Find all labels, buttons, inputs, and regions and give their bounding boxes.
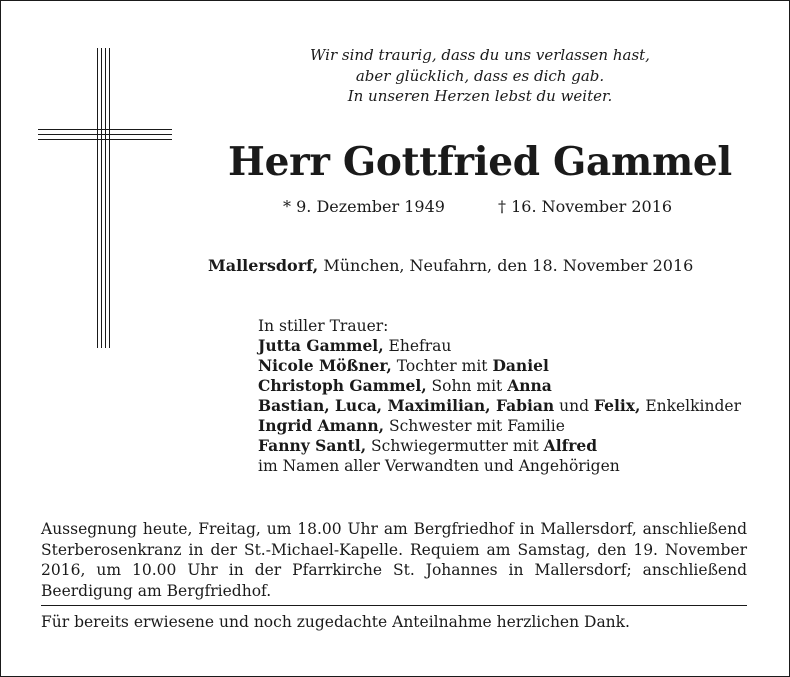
mourners-intro: In stiller Trauer:	[258, 317, 389, 335]
mourner-relation: Ehefrau	[383, 337, 452, 355]
list-item	[258, 436, 741, 456]
place-bold: Mallersdorf,	[208, 256, 319, 275]
mourners-list	[258, 316, 741, 476]
birth-date: * 9. Dezember 1949	[283, 197, 445, 216]
mourner-relation: Schwester mit Familie	[384, 417, 565, 435]
place-rest: München, Neufahrn, den 18. November 2016	[318, 256, 694, 275]
mourner-name: Fanny Santl,	[258, 436, 367, 455]
mourner-name: Felix,	[593, 396, 641, 415]
deceased-name: Herr Gottfried Gammel	[228, 139, 732, 185]
quote-line: Wir sind traurig, dass du uns verlassen hast,	[310, 46, 650, 64]
place-and-date	[208, 256, 693, 276]
mourner-relation: Schwiegermutter mit	[366, 437, 544, 455]
death-date: † 16. November 2016	[498, 197, 673, 216]
mourner-relation: Sohn mit	[426, 377, 508, 395]
cross-icon	[38, 48, 172, 348]
list-item	[258, 376, 741, 396]
mourner-name: Bastian, Luca, Maximilian, Fabian	[258, 396, 555, 415]
mourner-name: Anna	[507, 376, 552, 395]
memorial-quote	[260, 45, 700, 107]
thanks-line: Für bereits erwiesene und noch zugedachte Anteilnahme herzlichen Dank.	[41, 613, 630, 631]
quote-line: aber glücklich, dass es dich gab.	[355, 66, 605, 85]
mourner-name: Jutta Gammel,	[258, 336, 384, 355]
mourner-relation: Tochter mit	[391, 357, 493, 375]
mourner-relation: und	[554, 397, 594, 415]
mourner-name: Ingrid Amann,	[258, 416, 385, 435]
mourner-name: Daniel	[492, 356, 549, 375]
funeral-notice: Aussegnung heute, Freitag, um 18.00 Uhr am Bergfriedhof in Mallersdorf, anschließend Sterberosenkranz in der St.-Michael-Kapelle. Requiem am Samstag, den 19. November 2016, um 10.00 Uhr in der Pfarrkirche St. Johannes in Mallersdorf; anschließend Beerdigung am Bergfriedhof.	[41, 520, 747, 600]
list-item	[258, 396, 741, 416]
quote-line: In unseren Herzen lebst du weiter.	[347, 87, 613, 105]
mourner-name: Alfred	[543, 436, 598, 455]
list-item	[258, 336, 741, 356]
mourners-closing: im Namen aller Verwandten und Angehörigen	[258, 457, 620, 475]
mourner-name: Christoph Gammel,	[258, 376, 427, 395]
list-item	[258, 416, 741, 436]
list-item	[258, 356, 741, 376]
mourner-name: Nicole Mößner,	[258, 356, 392, 375]
divider	[41, 605, 747, 606]
mourner-relation: Enkelkinder	[640, 397, 741, 415]
